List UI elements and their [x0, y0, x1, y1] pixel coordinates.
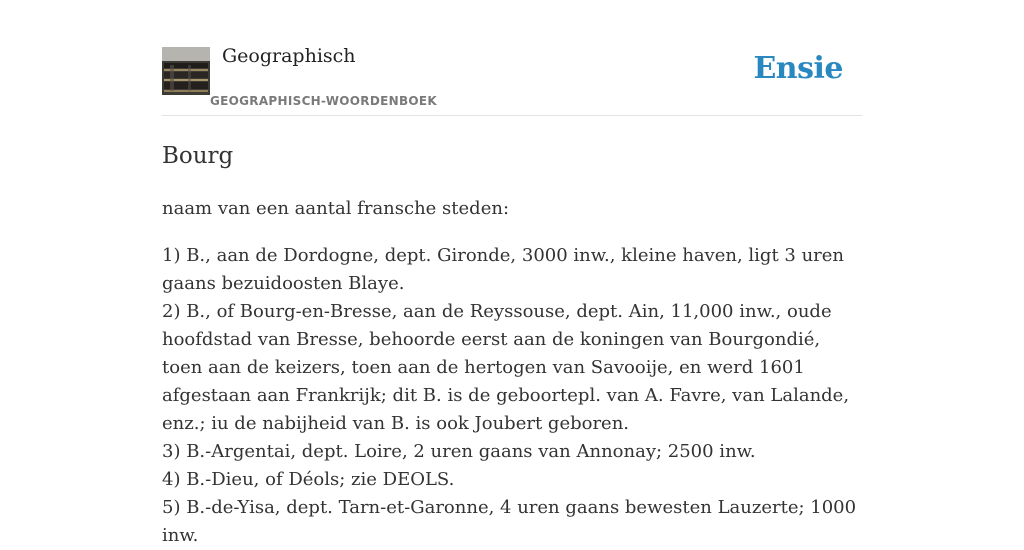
definition-item: 4) B.-Dieu, of Déols; zie DEOLS. — [162, 469, 455, 490]
ensie-logo-link[interactable]: Ensie — [753, 51, 843, 86]
dictionary-title[interactable]: Geographisch — [222, 45, 356, 67]
content-column — [162, 0, 862, 550]
definition-item: 2) B., of Bourg-en-Bresse, aan de Reyssouse, dept. Ain, 11,000 inw., oude hoofdstad van Bresse, behoorde eerst aan de koningen van Bourgondié, toen aan de keizers, toen aan de hertogen van Savooije, en werd 1601 afgestaan aan Frankrijk; dit B. is de geboortepl. van A. Favre, van Lalande, enz.; iu de nabijheid van B. is ook Joubert geboren. — [162, 301, 850, 434]
entry-title: Bourg — [162, 143, 234, 169]
dictionary-slug[interactable]: GEOGRAPHISCH-WOORDENBOEK — [210, 94, 437, 108]
definition-item: 5) B.-de-Yisa, dept. Tarn-et-Garonne, 4 uren gaans bewesten Lauzerte; 1000 inw. — [162, 497, 857, 546]
definition-item: 3) B.-Argentai, dept. Loire, 2 uren gaans van Annonay; 2500 inw. — [162, 441, 756, 462]
dictionary-avatar[interactable] — [162, 47, 210, 95]
dictionary-header — [162, 0, 862, 116]
book-spines-icon — [162, 47, 210, 95]
entry-definitions — [162, 242, 862, 550]
definition-item: 1) B., aan de Dordogne, dept. Gironde, 3000 inw., kleine haven, ligt 3 uren gaans bezuidoosten Blaye. — [162, 245, 845, 294]
entry-intro: naam van een aantal fransche steden: — [162, 198, 510, 219]
